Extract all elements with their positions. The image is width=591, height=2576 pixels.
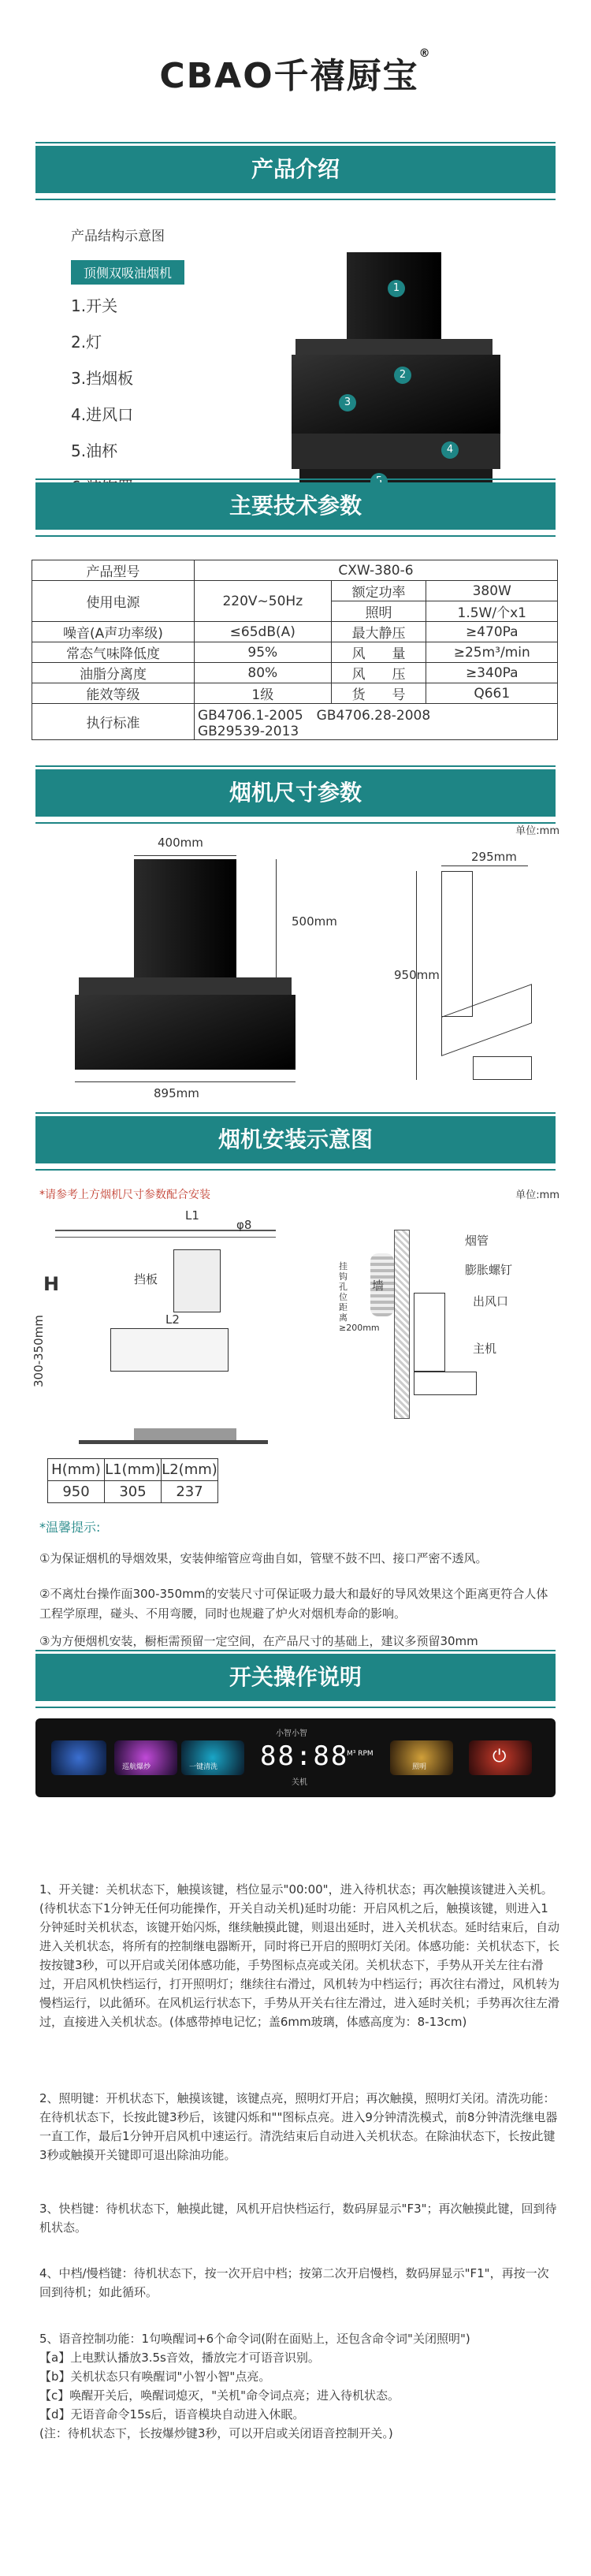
marker-1: 1 — [388, 280, 405, 297]
instruction-1: 1、开关键：关机状态下，触摸该键，档位显示"00:00"，进入待机状态；再次触摸该键进入关机。(待机状态下1分钟无任何功能操作，开关自动关机)延时功能：开启风机之后，触摸该键，则进入1分钟延时关机状态，该键开始闪烁，继续触摸此键，则退出延时，进入关机状态。延时结束后，自动进入关机状态，将所有的控制继电器断开，同时将已开启的照明灯关闭。体感功能：关机状态下，长按按键3秒，可以开启或关闭体感功能，手势图标点亮或关闭。关机状态下，手势从开关左往右滑过，开启风机快档运行，打开照明灯；继续往右滑过，风机转为中档运行；再次往右滑过，风机转为慢档运行，以此循环。在风机运行状态下，手势从开关右往左滑过，进入延时关机；手势再次往左滑过，直接进入关机状态。(体感带掉电记忆；盖6mm玻璃，体感高度为：8-13cm) — [39, 1882, 560, 2029]
part-1: 1.开关 — [71, 296, 118, 315]
dim-depth: 295mm — [471, 850, 517, 864]
label-holes: 挂钩孔位距离≥200mm — [339, 1261, 380, 1333]
label-L1: L1 — [185, 1208, 199, 1223]
label-nail: 膨胀螺钉 — [465, 1263, 513, 1277]
install-warning: *请参考上方烟机尺寸参数配合安装 — [39, 1189, 210, 1201]
steam-label: 巡航爆炒 — [122, 1763, 151, 1771]
product-tag: 顶侧双吸油烟机 — [71, 260, 184, 285]
logo-text: CBAO千禧厨宝 — [159, 56, 419, 96]
marker-3: 3 — [339, 394, 356, 411]
section-specs-banner: 主要技术参数 — [35, 482, 556, 530]
clean-button[interactable] — [181, 1740, 244, 1775]
label-board: 挡板 — [134, 1272, 158, 1286]
dim-width-bottom: 895mm — [154, 1086, 199, 1100]
part-3: 3.挡烟板 — [71, 369, 134, 388]
light-label: 照明 — [412, 1763, 427, 1771]
label-wall: 墙 — [372, 1279, 385, 1293]
marker-2: 2 — [394, 367, 411, 384]
digital-display: 88:88 — [260, 1740, 349, 1772]
light-button[interactable] — [390, 1740, 453, 1775]
instruction-2: 2、照明键：开机状态下，触摸该键，该键点亮，照明灯开启；再次触摸，照明灯关闭。清洗功能：在待机状态下，长按此键3秒后，该键闪烁和""图标点亮。进入9分钟清洗模式，前8分钟清洗继电器一直工作，最后1分钟开启风机中速运行。清洗结束后自动进入关机状态。在除油状态下，长按此键3秒或触摸开关键即可退出除油功能。 — [39, 2091, 558, 2162]
label-outlet: 出风口 — [473, 1294, 509, 1308]
install-dimension-table: H(mm) L1(mm) L2(mm) 950 305 237 — [47, 1458, 218, 1503]
label-L2: L2 — [165, 1312, 180, 1327]
registered-mark: ® — [418, 47, 432, 60]
part-5: 5.油杯 — [71, 441, 118, 460]
power-button[interactable] — [469, 1740, 532, 1775]
section-install-banner: 烟机安装示意图 — [35, 1116, 556, 1163]
rpm-label: M³ RPM — [347, 1750, 374, 1758]
label-host: 主机 — [473, 1342, 497, 1356]
dim-height-top: 500mm — [292, 914, 337, 929]
label-phi: φ8 — [236, 1218, 252, 1232]
clean-label: 一键清洗 — [189, 1763, 218, 1771]
power-icon: ⏻ — [492, 1747, 507, 1766]
dim-width-top: 400mm — [158, 836, 203, 850]
section-intro-banner: 产品介绍 — [35, 146, 556, 193]
section-switch-banner: 开关操作说明 — [35, 1654, 556, 1701]
off-label: 关机 — [292, 1778, 307, 1787]
part-4: 4.进风口 — [71, 405, 134, 424]
control-panel — [35, 1718, 556, 1797]
instruction-5: 5、语音控制功能：1句唤醒词+6个命令词(附在面贴上，还包含命令词"关闭照明") 【a】上电默认播放3.5s音效，播放完才可语音识别。 【b】关机状态只有唤醒词"小智小智"点亮。 【c】唤醒开关后，唤醒词熄灭，"关机"命令词点亮；进入待机状态。 【d】无语音命令15s后，语音模块自动进入休眠。 (注：待机状态下，长按爆炒键3秒，可以开启或关闭语音控制开关。) — [39, 2332, 470, 2440]
instruction-3: 3、快档键：待机状态下，触摸此键，风机开启快档运行，数码屏显示"F3"；再次触摸此键，回到待机状态。 — [39, 2202, 557, 2235]
spec-table: 产品型号 CXW-380-6 使用电源 220V~50Hz 额定功率 380W 照明 1.5W/个x1 噪音(A声功率级) ≤65dB(A) 最大静压 ≥470Pa 常态气味降低度 95% 风 量 ≥25m³/min 油脂分离度 80% 风 压 ≥340Pa 能效等级 1级 货 号 Q661 执行标准 GB4706.1-2005 GB4706.28-2008 GB29539-2013 — [32, 560, 558, 740]
label-H: H — [43, 1273, 60, 1295]
structure-title: 产品结构示意图 — [71, 229, 165, 244]
wind-icon[interactable] — [51, 1740, 106, 1775]
install-unit: 单位:mm — [515, 1189, 559, 1201]
size-unit: 单位:mm — [515, 825, 559, 837]
tip-1: ①为保证烟机的导烟效果，安装伸缩管应弯曲自如，管壁不鼓不凹、接口严密不透风。 — [39, 1551, 488, 1565]
instruction-4: 4、中档/慢档键：待机状态下，按一次开启中档；按第二次开启慢档，数码屏显示"F1"，再按一次回到待机；如此循环。 — [39, 2266, 549, 2299]
steam-button[interactable] — [114, 1740, 177, 1775]
tips-title: *温馨提示: — [39, 1520, 101, 1535]
dim-height-total: 950mm — [394, 968, 440, 982]
label-pipe: 烟管 — [465, 1234, 489, 1248]
brand-logo — [0, 47, 591, 98]
marker-4: 4 — [441, 441, 459, 459]
tip-3: ③为方便烟机安装，橱柜需预留一定空间，在产品尺寸的基础上，建议多预留30mm — [39, 1634, 478, 1648]
label-range: 300-350mm — [32, 1315, 46, 1387]
tip-2: ②不离灶台操作面300-350mm的安装尺寸可保证吸力最大和最好的导风效果这个距离更符合人体工程学原理，碰头、不用弯腰，同时也规避了炉火对烟机寿命的影响。 — [39, 1587, 548, 1621]
part-2: 2.灯 — [71, 333, 102, 352]
section-size-banner: 烟机尺寸参数 — [35, 769, 556, 817]
smart-label: 小智小智 — [276, 1729, 307, 1738]
